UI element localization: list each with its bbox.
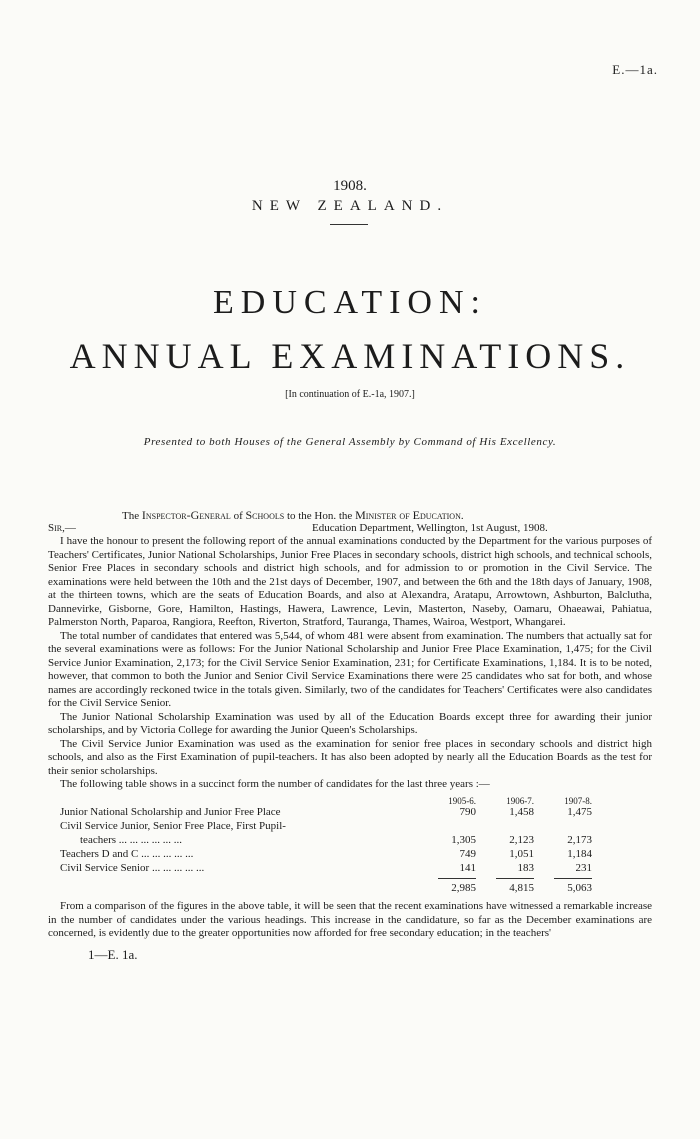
column-header: 1906-7. [506, 796, 534, 806]
totals-row [60, 882, 660, 896]
paragraph: The Civil Service Junior Examination was used as the examination for senior free places in secondary schools and district high schools, and also as the First Examination of pupil-teachers. It has also been adopted by nearly all the Education Boards as the test for their senior scholarships. [48, 737, 652, 777]
cell: 183 [517, 862, 534, 874]
column-header: 1907-8. [564, 796, 592, 806]
title-line-1: EDUCATION: [213, 284, 487, 321]
cell: 231 [575, 862, 592, 874]
cell: 1,475 [567, 806, 592, 818]
salutation: Sir,— [48, 522, 76, 534]
cell: 749 [459, 848, 476, 860]
continuation-note: [In continuation of E.-1a, 1907.] [285, 389, 415, 400]
table-row [60, 834, 660, 848]
cell: 2,123 [509, 834, 534, 846]
total-rule [496, 878, 534, 879]
paragraph: The total number of candidates that entered was 5,544, of whom 481 were absent from examination. The numbers that actually sat for the several examinations were as follows: For the Junior National Scholarship and Junior Free Place Examination, 1,475; for the Civil Service Junior Examination, 2,173; for the Civil Service Senior Examination, 231; for Certificate Examinations, 1,184. It is to be noted, however, that common to both the Junior and Senior Civil Service Examinations there were 25 candidates who sat for both, and whose names are accordingly reckoned twice in the totals given. Similarly, two of the candidates for Teachers' Certificates were also candidates for the Civil Service Senior. [48, 629, 652, 709]
cell: 1,184 [567, 848, 592, 860]
total-cell: 4,815 [509, 882, 534, 894]
row-label: Junior National Scholarship and Junior Free Place [60, 806, 281, 818]
row-label: Teachers D and C ... ... ... ... ... [60, 848, 194, 860]
total-cell: 5,063 [567, 882, 592, 894]
cell: 1,051 [509, 848, 534, 860]
table-row [60, 806, 660, 820]
country-name: NEW ZEALAND. [251, 198, 449, 214]
title-line-2: ANNUAL EXAMINATIONS. [69, 336, 631, 376]
page-reference: E.—1a. [612, 62, 658, 77]
cell: 1,305 [451, 834, 476, 846]
total-rule [554, 878, 592, 879]
total-cell: 2,985 [451, 882, 476, 894]
row-label: Civil Service Junior, Senior Free Place, First Pupil- [60, 820, 286, 832]
row-label: teachers ... ... ... ... ... ... [80, 834, 183, 846]
table-row [60, 862, 660, 876]
cell: 141 [459, 862, 476, 874]
dateline: Education Department, Wellington, 1st August, 1908. [312, 522, 548, 534]
paragraph: From a comparison of the figures in the above table, it will be seen that the recent examinations have witnessed a remarkable increase in the number of candidates under the various headings. This increase in the candidature, so far as the December examinations are concerned, is evidently due to the greater opportunities now afforded for free secondary education; in the teachers' [48, 900, 652, 939]
cell: 1,458 [509, 806, 534, 818]
total-rule [438, 878, 476, 879]
cell: 790 [459, 806, 476, 818]
paragraph: I have the honour to present the following report of the annual examinations conducted by the Department for the various purposes of Teachers' Certificates, Junior National Scholarships, Junior Free Places in secondary schools, district high schools, and technical schools, Senior Free Places in secondary schools and district high schools, and for admission to or promotion in the Civil Service. The examinations were held between the 10th and the 21st days of December, 1907, and between the 6th and the 18th days of January, 1908, at the thirteen towns, which are the seats of Education Boards, and also at Alexandra, Aratapu, Arrowtown, Ashburton, Balclutha, Dannevirke, Gisborne, Gore, Hamilton, Hastings, Hawera, Lawrence, Levin, Masterton, Naseby, Oamaru, Ohaeawai, Pahiatua, Palmerston North, Paparoa, Rangiora, Reefton, Riverton, Stratford, Tauranga, Thames, Wairoa, Westport, Whangarei. [48, 535, 652, 628]
divider-rule [330, 224, 368, 225]
document-year: 1908. [333, 178, 367, 194]
letter-body [48, 535, 652, 792]
letter-heading: The Inspector-General of Schools to the Hon. the Minister of Education. [122, 508, 464, 522]
table-row [60, 848, 660, 862]
cell: 2,173 [567, 834, 592, 846]
footer-signature: 1—E. 1a. [88, 947, 138, 962]
presented-line: Presented to both Houses of the General Assembly by Command of His Excellency. [143, 436, 557, 448]
closing-body [48, 900, 652, 941]
column-header: 1905-6. [448, 796, 476, 806]
table-row [60, 820, 660, 834]
paragraph: The following table shows in a succinct form the number of candidates for the last three years :— [60, 778, 490, 790]
paragraph: The Junior National Scholarship Examination was used by all of the Education Boards except three for awarding their junior scholarships, and by Victoria College for awarding the Junior Queen's Scholarships. [48, 710, 652, 736]
row-label: Civil Service Senior ... ... ... ... ... [60, 862, 205, 874]
